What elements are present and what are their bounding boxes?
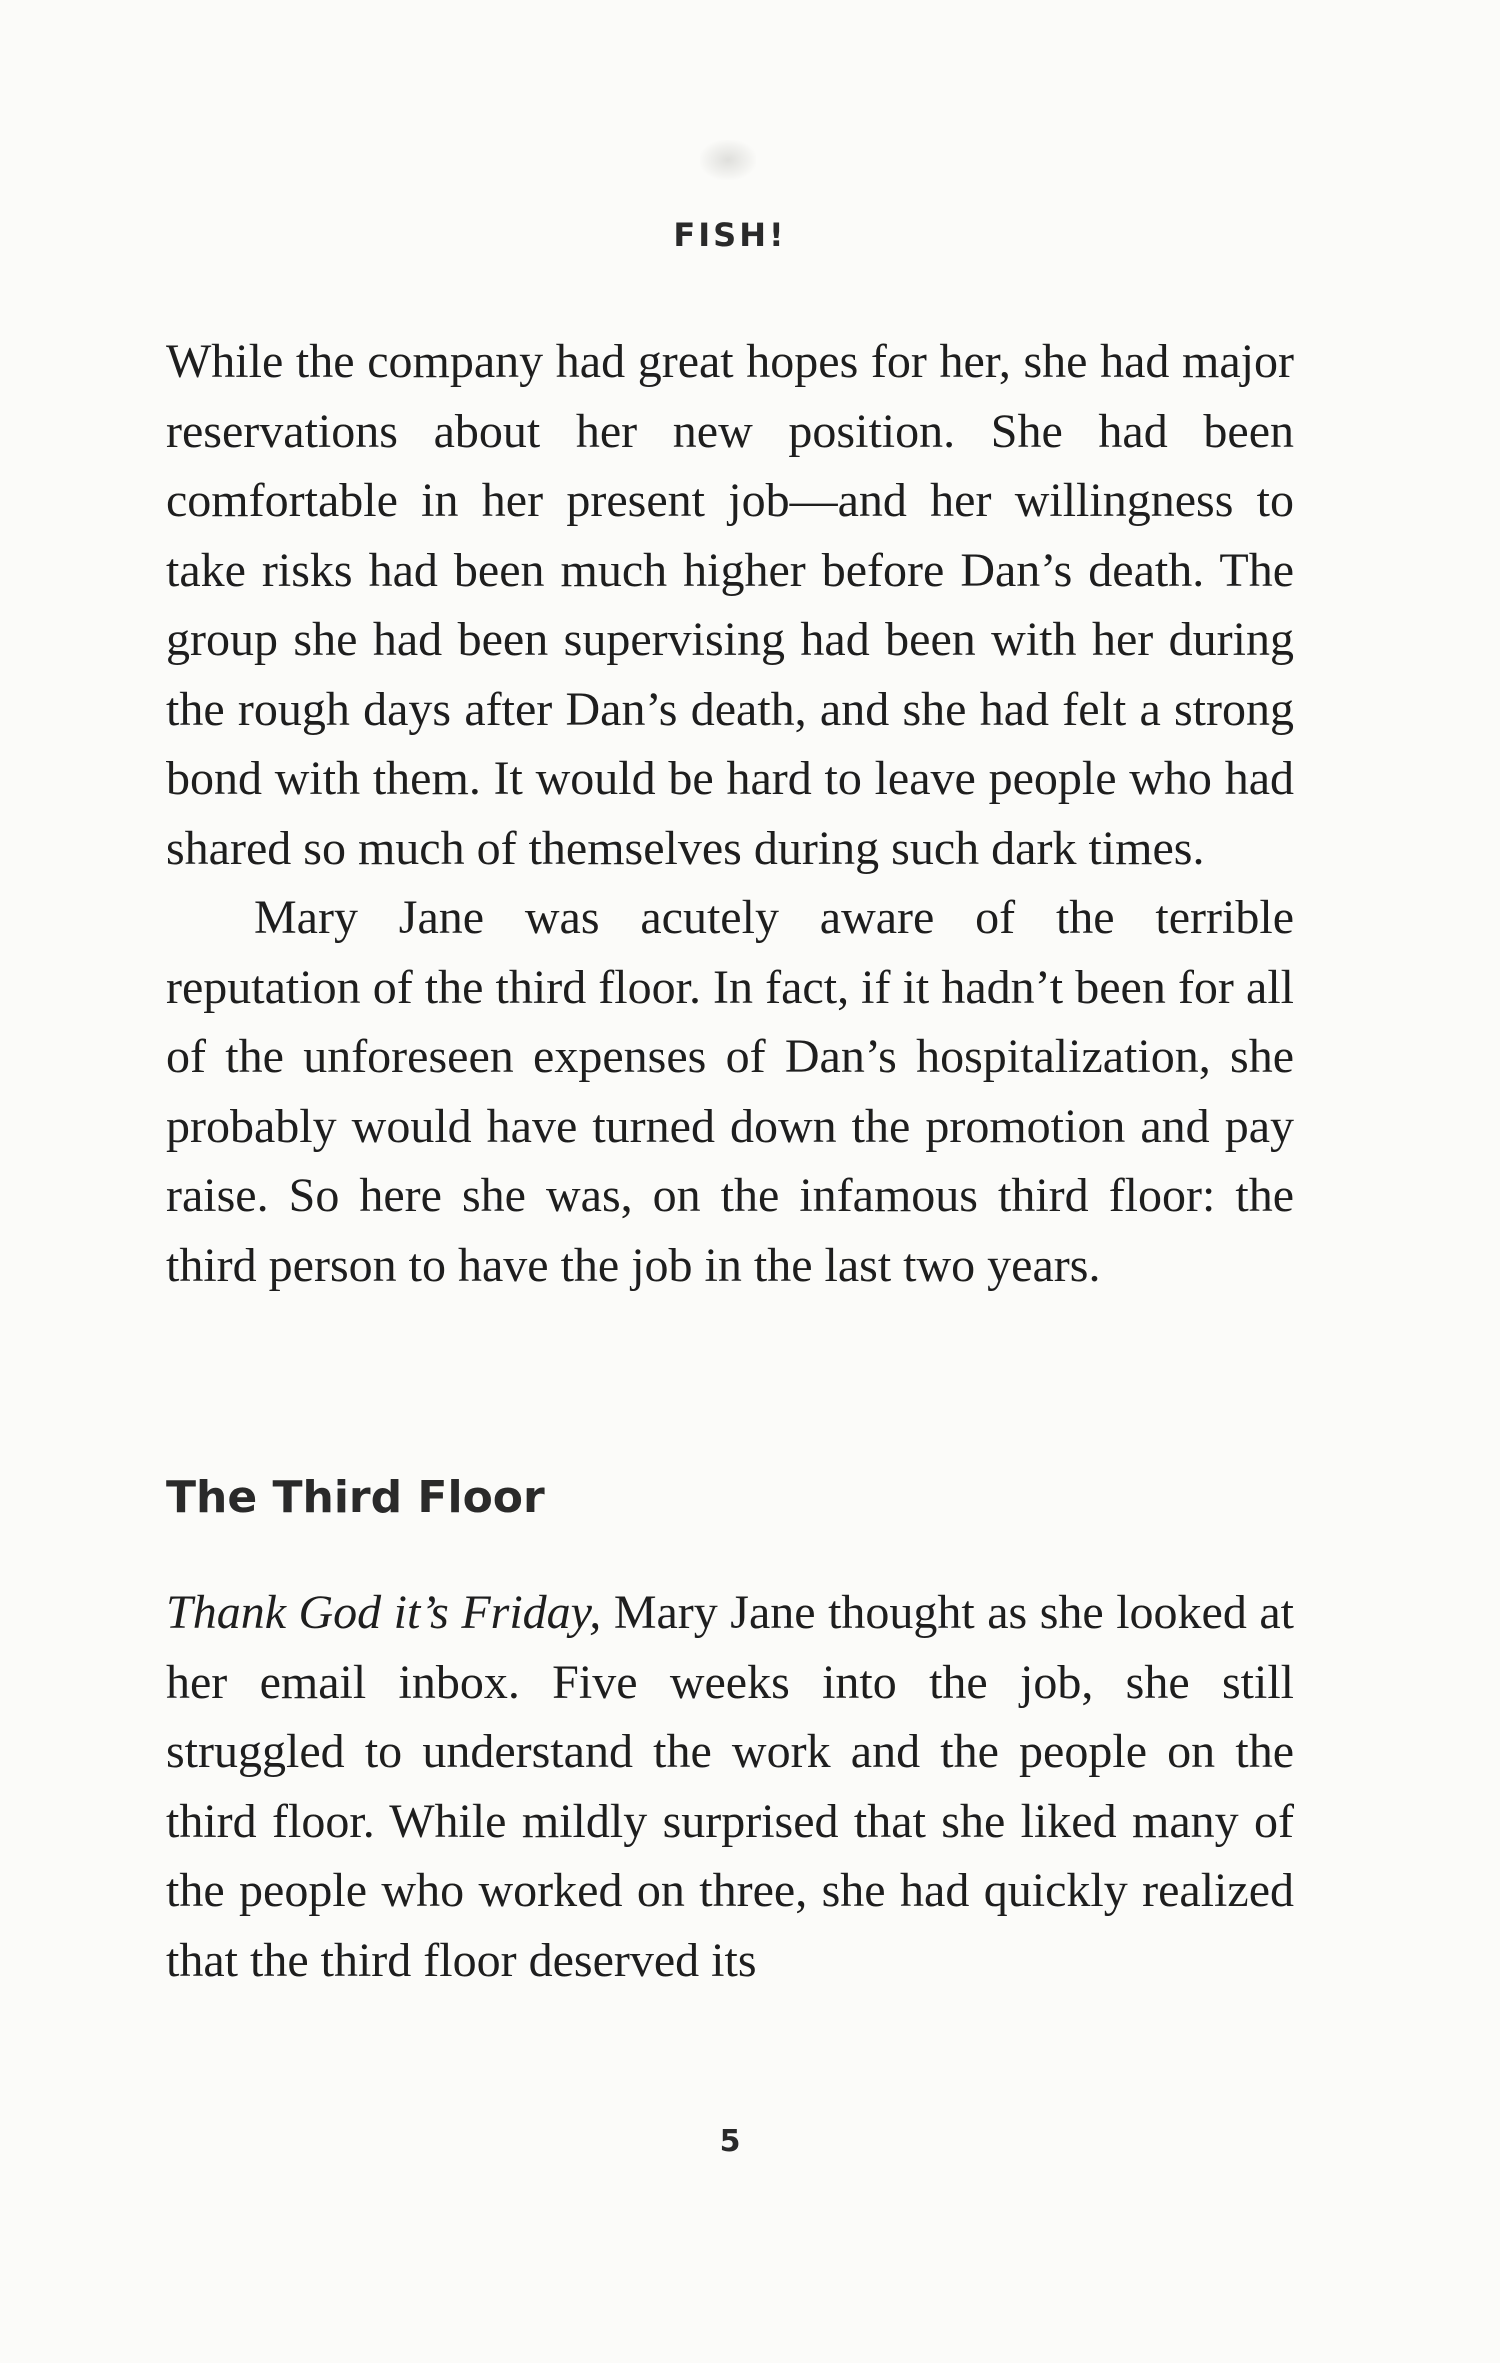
paragraph-2: Mary Jane was acutely aware of the terrible reputation of the third floor. In fact, if it hadn’t been for all of the unforeseen expenses of Dan’s hospitalization, she probably would have turned down the promotion and pay raise. So here she was, on the infamous third floor: the third person to have the job in the last two years. [166,891,1294,1292]
page-number: 5 [719,2124,741,2159]
italic-lead: Thank God it’s Friday, [166,1586,602,1639]
print-smudge [700,140,756,180]
body-text-block-one [166,327,1294,1300]
paragraph-3-text: Mary Jane thought as she looked at her email inbox. Five weeks into the job, she still struggled to understand the work and the people on the third floor. While mildly surprised that she liked many of the people who worked on three, she had quickly realized that the third floor deserved its [166,1586,1294,1987]
section-heading: The Third Floor [166,1472,545,1523]
body-text-block-two [166,1578,1294,1995]
running-head: FISH! [673,216,787,254]
paragraph-3 [166,1578,1294,1995]
paragraph-1: While the company had great hopes for her, she had major reservations about her new position. She had been comfortable in her present job—and her willingness to take risks had been much higher before Dan’s death. The group she had been supervising had been with her during the rough days after Dan’s death, and she had felt a strong bond with them. It would be hard to leave people who had shared so much of themselves during such dark times. [166,335,1294,875]
